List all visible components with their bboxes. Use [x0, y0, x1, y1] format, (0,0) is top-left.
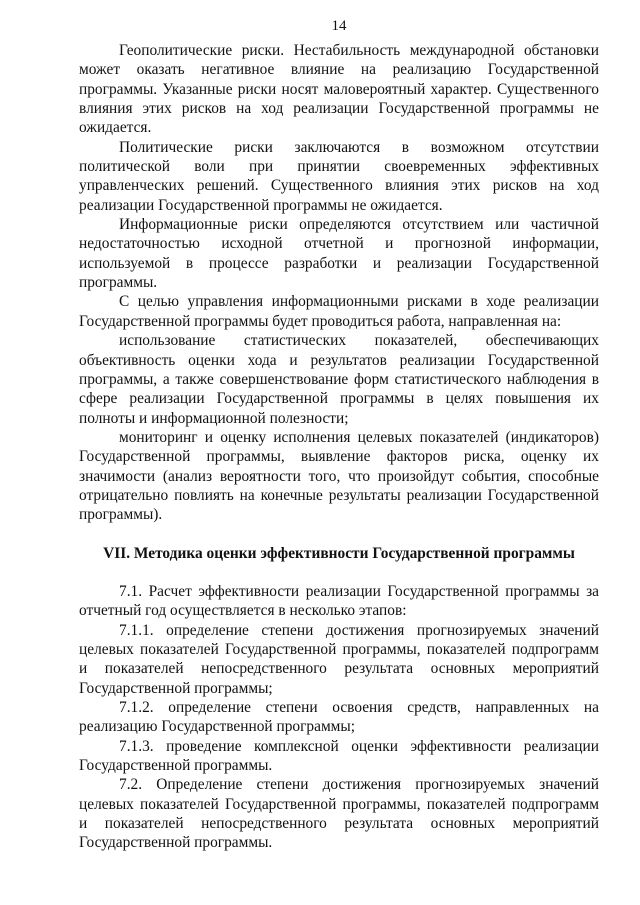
paragraph-geopolitical-risks: Геополитические риски. Нестабильность международной обстановки может оказать негативное влияние на реализацию Государственной программы. Указанные риски носят маловероятный характер. Существенного влияния этих рисков на ход реализации Государственной программы не ожидается. — [79, 42, 599, 137]
page-number: 14 — [331, 18, 347, 34]
paragraph-political-risks: Политические риски заключаются в возможном отсутствии политической воли при принятии своевременных эффективных управленческих решений. Существенного влияния этих рисков на ход реализации Государственной программы не ожидается. — [79, 138, 599, 214]
paragraph-7-1-3: 7.1.3. проведение комплексной оценки эффективности реализации Государственной программы. — [79, 737, 599, 775]
section-heading: VII. Методика оценки эффективности Государственной программы — [103, 544, 575, 562]
paragraph-risk-management-intro: С целью управления информационными рисками в ходе реализации Государственной программы будет проводиться работа, направленная на: — [79, 293, 599, 330]
paragraph-information-risks: Информационные риски определяются отсутствием или частичной недостаточностью исходной отчетной и прогнозной информации, используемой в процессе разработки и реализации Государственной программы. — [79, 216, 599, 292]
paragraph-7-1-2: 7.1.2. определение степени освоения средств, направленных на реализацию Государственной программы; — [79, 699, 599, 736]
document-body — [79, 41, 599, 853]
paragraph-monitoring: мониторинг и оценку исполнения целевых показателей (индикаторов) Государственной программы, выявление факторов риска, оценку их значимости (анализ вероятности того, что произойдут события, способные отрицательно повлиять на конечные результаты реализации Государственной программы). — [79, 428, 599, 524]
paragraph-7-2: 7.2. Определение степени достижения прогнозируемых значений целевых показателей Государственной программы, показателей подпрограмм и показателей непосредственного результата основных мероприятий Государственной программы. — [79, 776, 599, 852]
paragraph-statistical-indicators: использование статистических показателей, обеспечивающих объективность оценки хода и результатов реализации Государственной программы, а также совершенствование форм статистического наблюдения в сфере реализации Государственной программы в целях повышения их полноты и информационной полезности; — [79, 332, 599, 427]
paragraph-7-1-1: 7.1.1. определение степени достижения прогнозируемых значений целевых показателей Государственной программы, показателей подпрограмм и показателей непосредственного результата основных мероприятий Государственной программы; — [79, 621, 599, 697]
paragraph-7-1: 7.1. Расчет эффективности реализации Государственной программы за отчетный год осуществляется в несколько этапов: — [79, 582, 599, 620]
